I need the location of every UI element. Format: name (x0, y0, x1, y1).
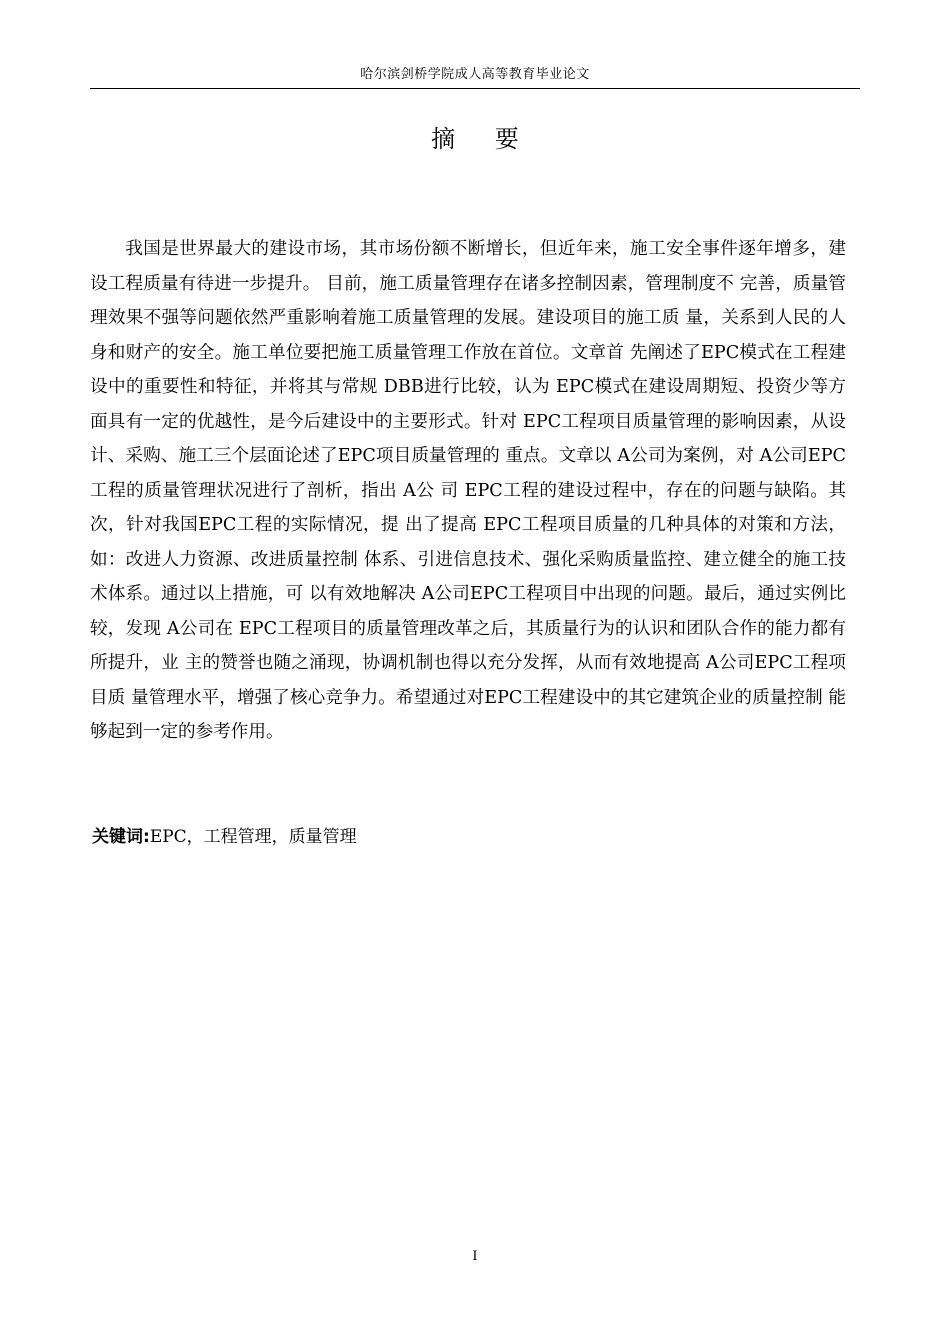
running-header: 哈尔滨剑桥学院成人高等教育毕业论文 (360, 67, 590, 82)
keywords-label: 关键词: (92, 827, 150, 847)
abstract-paragraph: 我国是世界最大的建设市场，其市场份额不断增长，但近年来，施工安全事件逐年增多，建设工程质量有待进一步提升。 目前，施工质量管理存在诸多控制因素，管理制度不 完善，质量管理效果不强等问题依然严重影响着施工质量管理的发展。建设项目的施工质 量，关系到人民的人身和财产的安全。施工单位要把施工质量管理工作放在首位。文章首 先阐述了EPC模式在工程建设中的重要性和特征，并将其与常规 DBB进行比较，认为 EPC模式在建设周期短、投资少等方面具有一定的优越性，是今后建设中的主要形式。针对 EPC工程项目质量管理的影响因素，从设计、采购、施工三个层面论述了EPC项目质量管理的 重点。文章以 A公司为案例，对 A公司EPC工程的质量管理状况进行了剖析，指出 A公 司 EPC工程的建设过程中，存在的问题与缺陷。其次，针对我国EPC工程的实际情况，提 出了提高 EPC工程项目质量的几种具体的对策和方法，如：改进人力资源、改进质量控制 体系、引进信息技术、强化采购质量监控、建立健全的施工技术体系。通过以上措施，可 以有效地解决 A公司EPC工程项目中出现的问题。最后，通过实例比较，发现 A公司在 EPC工程项目的质量管理改革之后，其质量行为的认识和团队合作的能力都有所提升，业 主的赞誉也随之涌现，协调机制也得以充分发挥，从而有效地提高 A公司EPC工程项目质 量管理水平，增强了核心竞争力。希望通过对EPC工程建设中的其它建筑企业的质量控制 能够起到一定的参考作用。 (90, 239, 846, 742)
header-divider (90, 88, 860, 89)
abstract-heading: 摘 要 (431, 125, 535, 153)
keywords-line (92, 822, 852, 852)
keywords-value: EPC，工程管理，质量管理 (149, 827, 357, 847)
page-number: I (472, 1249, 478, 1264)
